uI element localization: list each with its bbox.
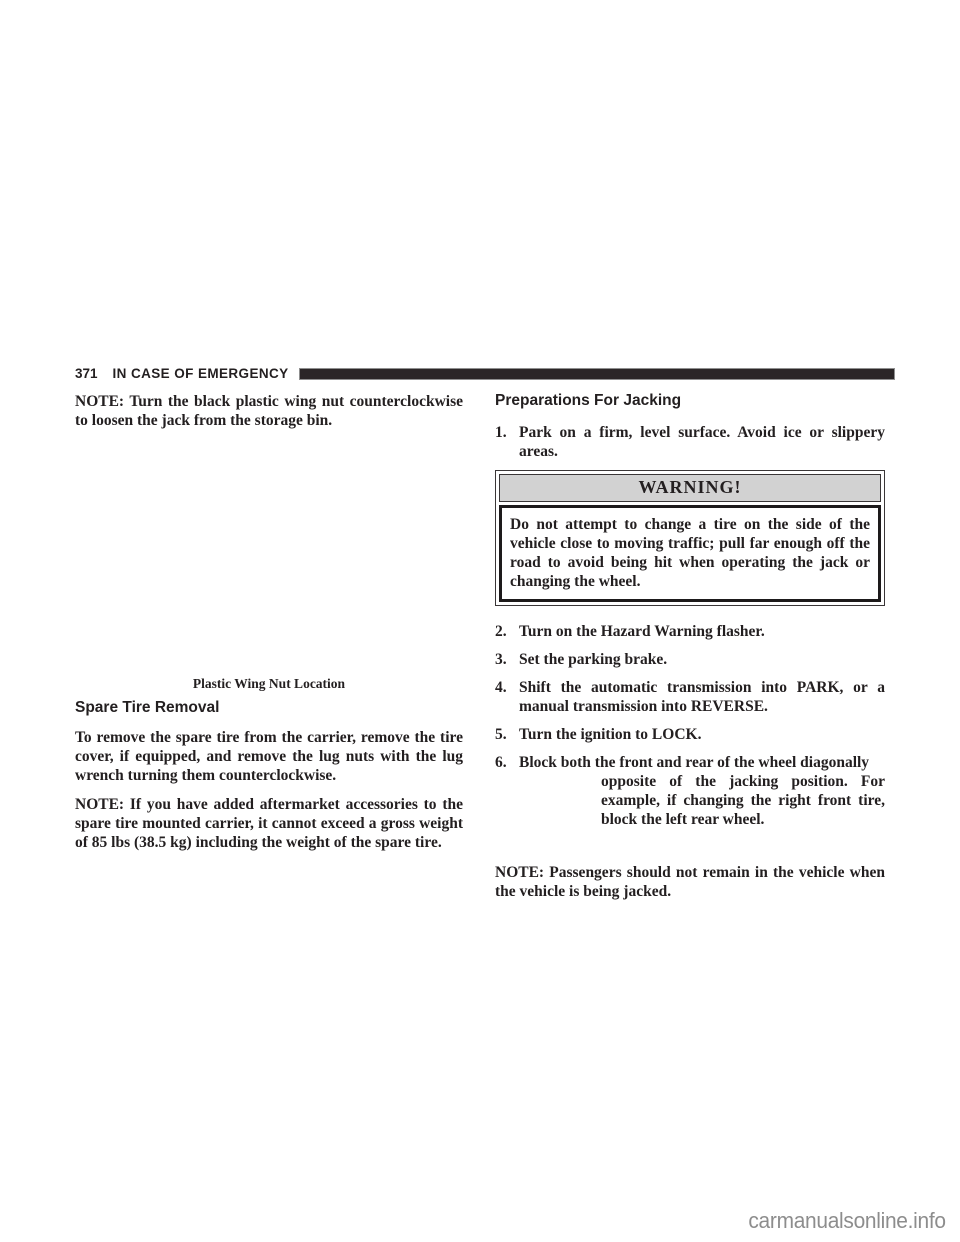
watermark-text: carmanualsonline.info xyxy=(748,1208,946,1233)
step-6-text xyxy=(519,753,885,829)
warning-title: WARNING! xyxy=(499,474,881,502)
warning-body-text: Do not attempt to change a tire on the side of the vehicle close to moving traffic; pull far enough off the road to avoid being hit when operating the jack or changing the wheel. xyxy=(499,505,881,602)
left-column xyxy=(75,390,463,901)
warning-box xyxy=(495,470,885,606)
heading-spare-tire-removal: Spare Tire Removal xyxy=(75,699,220,716)
heading-preparations-for-jacking: Preparations For Jacking xyxy=(495,392,682,409)
figure-plastic-wing-nut xyxy=(75,430,463,676)
step-4-text: Shift the automatic transmission into PARK, or a manual transmission into REVERSE. xyxy=(519,679,885,715)
step-6 xyxy=(495,753,885,829)
paragraph-spare-tire-removal: To remove the spare tire from the carrier, remove the tire cover, if equipped, and remove the lug nuts with the lug wrench turning them counterclockwise. xyxy=(75,729,463,784)
page-header xyxy=(75,366,895,381)
note-aftermarket-accessories: NOTE: If you have added aftermarket accessories to the spare tire mounted carrier, it cannot exceed a gross weight of 85 lbs (38.5 kg) including the weight of the spare tire. xyxy=(75,796,463,851)
page-body-columns xyxy=(75,390,885,901)
figure-caption: Plastic Wing Nut Location xyxy=(192,676,346,691)
step-1 xyxy=(495,423,885,461)
step-6-text-first-line: Block both the front and rear of the wheel diagonally xyxy=(519,754,870,771)
step-2 xyxy=(495,622,885,641)
section-title: IN CASE OF EMERGENCY xyxy=(112,366,289,381)
step-3-text: Set the parking brake. xyxy=(519,651,668,668)
step-5-text: Turn the ignition to LOCK. xyxy=(519,726,702,743)
step-3 xyxy=(495,650,885,669)
step-3-number: 3. xyxy=(495,651,507,668)
header-rule-bar xyxy=(299,368,895,380)
step-4 xyxy=(495,678,885,716)
step-1-number: 1. xyxy=(495,424,507,441)
step-6-text-wrapped: opposite of the jacking position. For example, if changing the right front tire, block the left rear wheel. xyxy=(601,773,885,828)
step-2-text: Turn on the Hazard Warning flasher. xyxy=(519,623,765,640)
right-column xyxy=(495,390,885,901)
step-4-number: 4. xyxy=(495,679,507,696)
step-2-number: 2. xyxy=(495,623,507,640)
step-5-number: 5. xyxy=(495,726,507,743)
step-6-number: 6. xyxy=(495,754,507,771)
page-number: 371 xyxy=(75,366,98,381)
note-wing-nut: NOTE: Turn the black plastic wing nut counterclockwise to loosen the jack from the storage bin. xyxy=(75,393,463,429)
step-1-text: Park on a firm, level surface. Avoid ice or slippery areas. xyxy=(519,424,885,460)
note-passengers: NOTE: Passengers should not remain in the vehicle when the vehicle is being jacked. xyxy=(495,864,885,900)
step-5 xyxy=(495,725,885,744)
